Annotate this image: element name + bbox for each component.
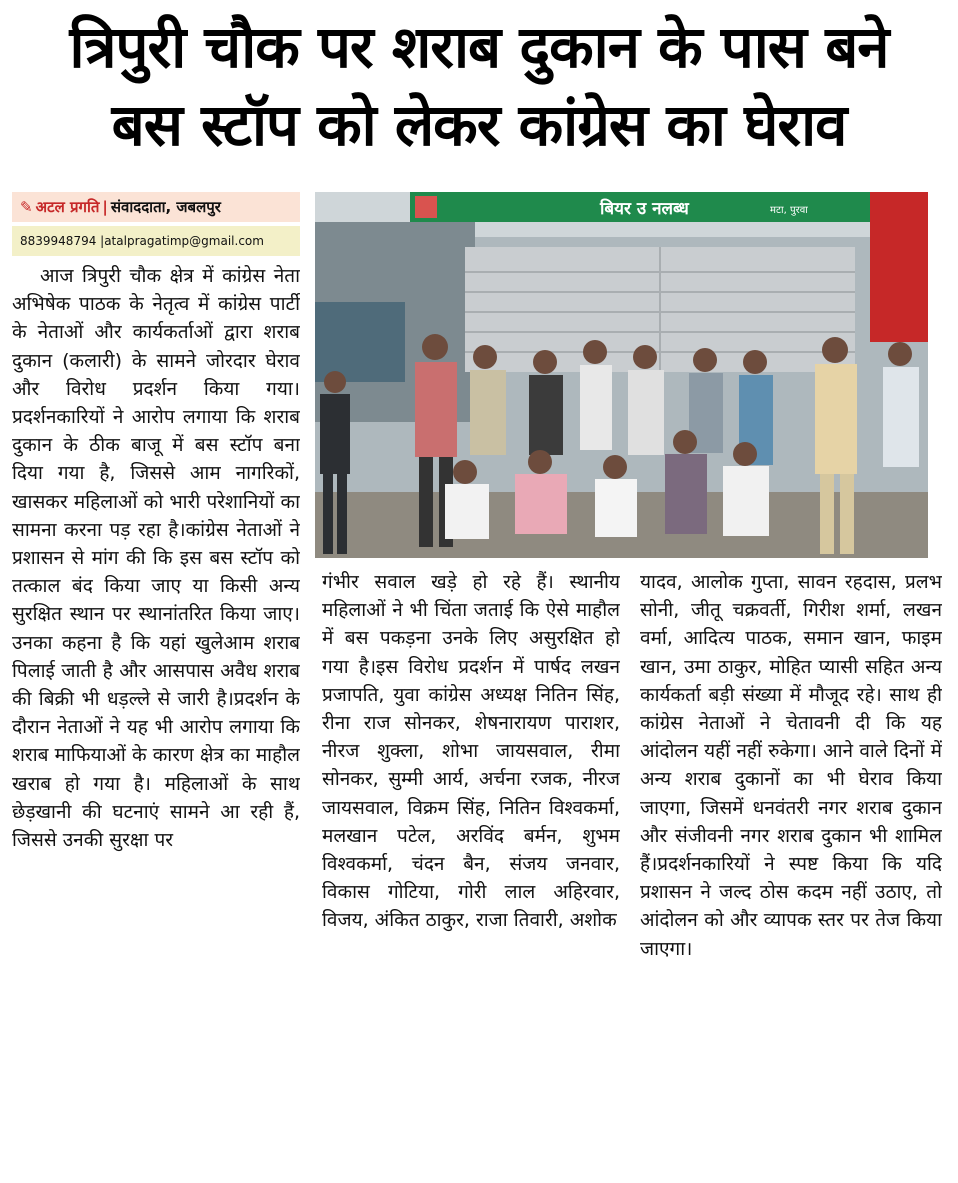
article-column-3: यादव, आलोक गुप्ता, सावन रहदास, प्रलभ सोनी, जीतू चक्रवर्ती, गिरीश शर्मा, लखन वर्मा, आदित्य पाठक, समान खान, फाइम खान, उमा ठाकुर, मोहित प्यासी सहित अन्य कार्यकर्ता बड़ी संख्या में मौजूद रहे। साथ ही कांग्रेस नेताओं ने चेतावनी दी कि यह आंदोलन यहीं नहीं रुकेगा। आने वाले दिनों में अन्य शराब दुकानों का भी घेराव किया जाएगा, जिसमें धनवंतरी नगर शराब दुकान और संजीवनी नगर शराब दुकान भी शामिल हैं।प्रदर्शनकारियों ने स्पष्ट किया कि यदि प्रशासन ने जल्द ठोस कदम नहीं उठाए, तो आंदोलन को और व्यापक स्तर पर तेज किया जाएगा।	[640, 571, 942, 960]
byline-brand: अटल प्रगति	[35, 198, 100, 216]
shop-sign-text: बियर उ नलब्ध	[600, 199, 689, 219]
byline-reporter: संवाददाता, जबलपुर	[110, 198, 221, 216]
article-column-1: आज त्रिपुरी चौक क्षेत्र में कांग्रेस नेता अभिषेक पाठक के नेतृत्व में कांग्रेस पार्टी के नेताओं और कार्यकर्ताओं द्वारा शराब दुकान (कलारी) के सामने जोरदार घेराव और विरोध प्रदर्शन किया गया।प्रदर्शनकारियों ने आरोप लगाया कि शराब दुकान के ठीक बाजू में बस स्टॉप बना दिया गया है, जिससे आम नागरिकों, खासकर महिलाओं को भारी परेशानियों का सामना करना पड़ रहा है।कांग्रेस नेताओं ने प्रशासन से मांग की कि इस बस स्टॉप को तत्काल बंद किया जाए या किसी अन्य सुरक्षित स्थान पर स्थानांतरित किया जाए। उनका कहना है कि यहां खुलेआम शराब पिलाई जाती है और आसपास अवैध शराब की बिक्री भी धड़ल्ले से जारी है।प्रदर्शन के दौरान नेताओं ने यह भी आरोप लगाया कि शराब माफियाओं के कारण क्षेत्र का माहौल खराब हो गया है। महिलाओं के साथ छेड़खानी की घटनाएं सामने आ रही हैं, जिससे उनकी सुरक्षा पर	[12, 265, 300, 852]
headline-line-1: त्रिपुरी चौक पर शराब दुकान के पास बने	[69, 13, 889, 81]
protest-photo-illustration	[315, 192, 928, 558]
headline	[0, 8, 958, 164]
byline	[12, 192, 300, 222]
byline-separator: |	[102, 198, 108, 216]
contact-line: 8839948794 |atalpragatimp@gmail.com	[12, 226, 300, 256]
article-column-2: गंभीर सवाल खड़े हो रहे हैं। स्थानीय महिलाओं ने भी चिंता जताई कि ऐसे माहौल में बस पकड़ना उनके लिए असुरक्षित हो गया है।इस विरोध प्रदर्शन में पार्षद लखन प्रजापति, युवा कांग्रेस अध्यक्ष नितिन सिंह, रीना राज सोनकर, शेषनारायण पाराशर, नीरज शुक्ला, शोभा जायसवाल, रीमा सोनकर, सुम्मी आर्य, अर्चना रजक, नीरज जायसवाल, विक्रम सिंह, नितिन विश्वकर्मा, मलखान पटेल, अरविंद बर्मन, शुभम विश्वकर्मा, चंदन बैन, संजय जनवार, विकास गोटिया, गोरी लाल अहिरवार, विजय, अंकित ठाकुर, राजा तिवारी, अशोक	[322, 571, 620, 932]
headline-line-2: बस स्टॉप को लेकर कांग्रेस का घेराव	[111, 91, 847, 159]
pen-icon: ✎	[20, 198, 33, 216]
news-photo	[315, 192, 928, 558]
shop-sign-right-text: मटा, पुरवा	[770, 205, 808, 216]
